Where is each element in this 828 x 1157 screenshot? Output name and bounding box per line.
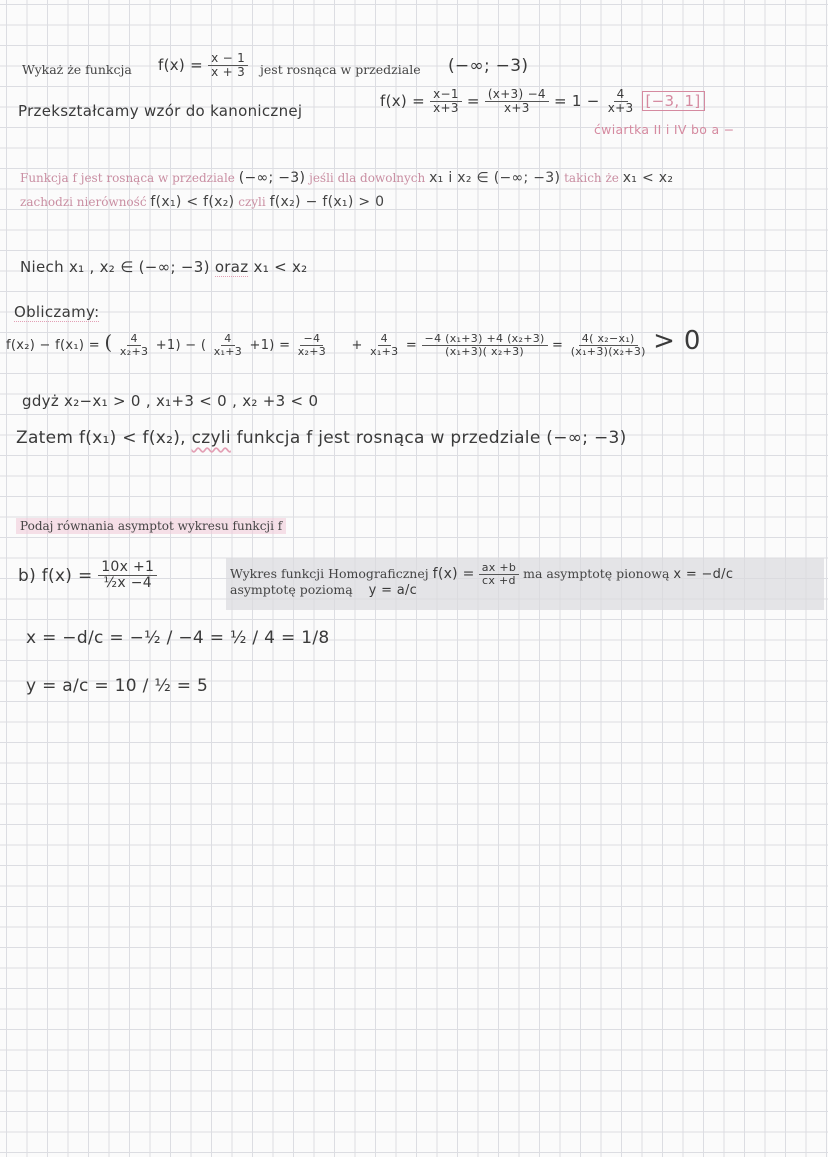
p2-num: 4 bbox=[221, 333, 234, 346]
greater-than-zero: > 0 bbox=[653, 326, 701, 356]
compute-label bbox=[14, 303, 99, 321]
conclusion-a: Zatem f(x₁) < f(x₂), bbox=[16, 428, 186, 448]
intro-function bbox=[158, 52, 248, 79]
def-diff: f(x₂) − f(x₁) > 0 bbox=[269, 194, 385, 210]
note-fraction bbox=[479, 562, 519, 587]
open-paren: ( bbox=[104, 330, 113, 354]
fraction-numerator: x − 1 bbox=[208, 52, 248, 66]
b-function bbox=[18, 560, 157, 592]
b-num: 10x +1 bbox=[98, 560, 157, 576]
horizontal-asymptote-calc: y = a/c = 10 / ½ = 5 bbox=[26, 676, 209, 696]
note-text-a: Wykres funkcji Homograficznej bbox=[230, 566, 429, 582]
note-line-2 bbox=[230, 582, 417, 598]
equals: = bbox=[466, 92, 480, 111]
diff-lhs: f(x₂) − f(x₁) = bbox=[6, 338, 100, 353]
definition-line-1 bbox=[20, 170, 673, 186]
frac-2-den: x+3 bbox=[503, 101, 530, 116]
let-line bbox=[20, 258, 308, 276]
frac-3 bbox=[605, 88, 637, 115]
r1-frac bbox=[295, 333, 329, 358]
conclusion-czyli: czyli bbox=[191, 428, 231, 448]
plus-sign: + bbox=[351, 338, 363, 353]
r1-den: x₂+3 bbox=[297, 345, 327, 358]
shift-vector: [−3, 1] bbox=[642, 91, 705, 111]
quadrant-note: ćwiartka II i IV bo a − bbox=[594, 122, 735, 137]
equals-1: = bbox=[405, 338, 418, 353]
intro-fraction bbox=[208, 52, 248, 79]
def-text-e: czyli bbox=[238, 195, 266, 209]
frac-3-den: x+3 bbox=[607, 101, 634, 116]
vertical-asymptote-calc: x = −d/c = −½ / −4 = ½ / 4 = 1/8 bbox=[26, 628, 330, 648]
r4-den: (x₁+3)(x₂+3) bbox=[570, 345, 646, 358]
homographic-note bbox=[226, 558, 824, 610]
b-den: ½x −4 bbox=[103, 575, 152, 592]
f-label: f(x) = bbox=[158, 56, 203, 75]
p1-frac bbox=[117, 333, 151, 358]
fraction-denominator: x + 3 bbox=[211, 65, 245, 80]
r1-num: −4 bbox=[300, 333, 323, 346]
frac-1 bbox=[430, 88, 462, 115]
let-oraz: oraz bbox=[214, 258, 249, 276]
def-vars: x₁ i x₂ ∈ (−∞; −3) bbox=[429, 170, 561, 186]
r3-den: (x₁+3)( x₂+3) bbox=[445, 345, 524, 358]
note-num: ax +b bbox=[479, 562, 519, 575]
b-label: b) f(x) = bbox=[18, 565, 93, 586]
p1-num: 4 bbox=[127, 333, 140, 346]
p2-frac bbox=[211, 333, 245, 358]
def-text-c: takich że bbox=[564, 171, 619, 185]
frac-2 bbox=[485, 88, 549, 115]
def-text-d: zachodzi nierówność bbox=[20, 195, 147, 209]
b-fraction bbox=[98, 560, 157, 592]
conclusion-c: funkcja f jest rosnąca w przedziale (−∞; −3) bbox=[236, 428, 627, 448]
note-horizontal: y = a/c bbox=[368, 583, 418, 598]
p1-den: x₂+3 bbox=[119, 345, 149, 358]
task-prompt bbox=[22, 62, 132, 77]
intro-interval: (−∞; −3) bbox=[448, 56, 529, 76]
compute-text: Obliczamy: bbox=[14, 303, 100, 321]
frac-2-num: (x+3) −4 bbox=[485, 88, 549, 102]
p1-tail: +1) − ( bbox=[155, 338, 207, 353]
def-interval: (−∞; −3) bbox=[238, 170, 306, 186]
because-line: gdyż x₂−x₁ > 0 , x₁+3 < 0 , x₂ +3 < 0 bbox=[22, 392, 319, 410]
definition-line-2 bbox=[20, 194, 384, 210]
r4-num: 4( x₂−x₁) bbox=[579, 333, 638, 346]
note-den: cx +d bbox=[482, 574, 516, 588]
conclusion-line bbox=[16, 428, 627, 448]
note-f: f(x) = bbox=[432, 566, 475, 583]
p2-tail: +1) = bbox=[249, 338, 291, 353]
difference-computation bbox=[6, 326, 701, 358]
frac-3-num: 4 bbox=[614, 88, 628, 102]
range-text: jest rosnąca w przedziale bbox=[260, 62, 421, 77]
transform-label: Przekształcamy wzór do kanonicznej bbox=[18, 102, 303, 120]
note-vertical: x = −d/c bbox=[673, 567, 734, 583]
r3-num: −4 (x₁+3) +4 (x₂+3) bbox=[422, 333, 548, 346]
prompt-text: Wykaż że funkcja bbox=[22, 62, 132, 77]
def-ineq: x₁ < x₂ bbox=[622, 170, 674, 186]
let-vars: Niech x₁ , x₂ ∈ (−∞; −3) bbox=[20, 258, 210, 276]
r2-den: x₁+3 bbox=[370, 345, 399, 358]
p2-den: x₁+3 bbox=[213, 345, 243, 358]
let-ineq: x₁ < x₂ bbox=[253, 258, 308, 276]
r4-frac bbox=[568, 333, 649, 358]
transform-formula bbox=[380, 88, 705, 115]
equals-2: = bbox=[552, 338, 564, 353]
r2-num: 4 bbox=[378, 333, 391, 346]
def-text-a: Funkcja f jest rosnąca w przedziale bbox=[20, 171, 235, 185]
frac-1-den: x+3 bbox=[433, 101, 459, 116]
def-ineq-2: f(x₁) < f(x₂) bbox=[150, 194, 235, 210]
asymptotes-heading: Podaj równania asymptot wykresu funkcji f bbox=[16, 518, 286, 534]
note-text-c: asymptotę poziomą bbox=[230, 582, 353, 597]
note-text-b: ma asymptotę pionową bbox=[523, 566, 670, 582]
result-prefix: = 1 − bbox=[553, 92, 600, 111]
f-label: f(x) = bbox=[380, 92, 425, 111]
r2-frac bbox=[367, 333, 401, 358]
def-text-b: jeśli dla dowolnych bbox=[309, 171, 426, 185]
r3-frac bbox=[422, 333, 548, 358]
frac-1-num: x−1 bbox=[430, 88, 462, 102]
